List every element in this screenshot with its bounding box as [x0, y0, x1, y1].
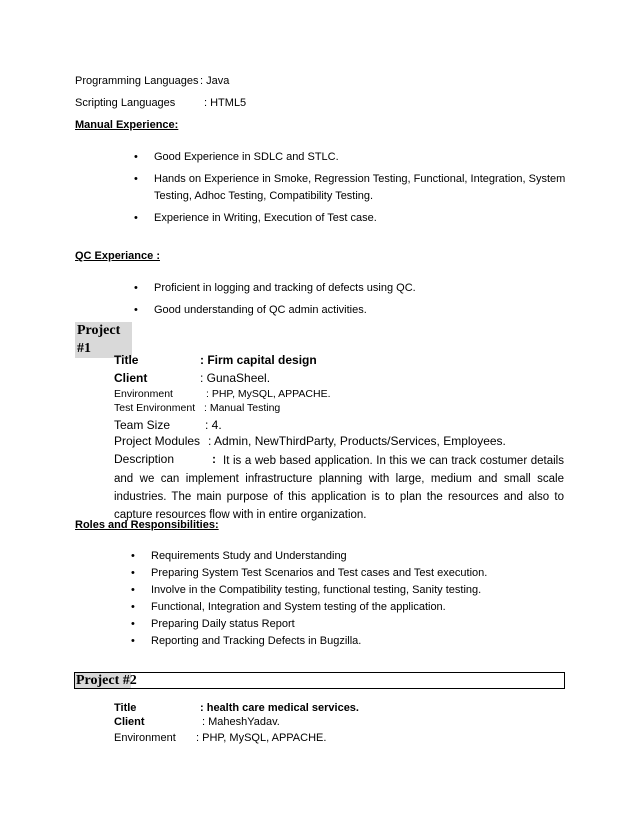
scripting-languages-label: Scripting Languages [75, 97, 176, 109]
project-1-title-value: : Firm capital design [200, 353, 317, 367]
project-2-client-label: Client [114, 716, 145, 728]
bullet-icon: • [131, 601, 135, 613]
bullet-icon: • [131, 635, 135, 647]
project-1-header: Project #1 [75, 322, 132, 358]
bullet-icon: • [131, 584, 135, 596]
roles-item: Requirements Study and Understanding [151, 550, 347, 562]
qc-item: Good understanding of QC admin activities. [154, 304, 367, 316]
bullet-icon: • [131, 567, 135, 579]
bullet-icon: • [134, 173, 138, 185]
manual-item-continued: Testing, Adhoc Testing, Compatibility Testing. [154, 190, 374, 202]
project-2-title-label: Title [114, 702, 137, 714]
project-1-desc-colon: : [212, 452, 216, 466]
bullet-icon: • [131, 550, 135, 562]
bullet-icon: • [131, 618, 135, 630]
bullet-icon: • [134, 282, 138, 294]
programming-languages-label: Programming Languages [75, 75, 199, 87]
project-1-env-label: Environment [114, 388, 173, 400]
roles-item: Involve in the Compatibility testing, functional testing, Sanity testing. [151, 584, 482, 596]
roles-item: Preparing Daily status Report [151, 618, 295, 630]
project-2-env-value: : PHP, MySQL, APPACHE. [196, 732, 327, 744]
project-1-env-value: : PHP, MySQL, APPACHE. [206, 388, 331, 400]
qc-experience-heading: QC Experiance : [75, 250, 160, 262]
roles-item: Functional, Integration and System testing of the application. [151, 601, 446, 613]
project-1-title-label: Title [114, 353, 139, 367]
programming-languages-value: : Java [200, 75, 230, 87]
project-1-description: It is a web based application. In this we can track costumer details and we can implement infrastructure planning with large, medium and small scale industries. The main purpose of this application is to plan the resources and also to capture resources flow with in entire organization. [114, 455, 564, 521]
project-2-header: Project #2 [76, 673, 137, 688]
scripting-languages-value: : HTML5 [204, 97, 247, 109]
project-2-env-label: Environment [114, 732, 176, 744]
bullet-icon: • [134, 151, 138, 163]
manual-item: Hands on Experience in Smoke, Regression Testing, Functional, Integration, System [154, 173, 566, 185]
roles-item: Reporting and Tracking Defects in Bugzilla. [151, 635, 362, 647]
project-1-desc-label: Description [114, 452, 175, 466]
project-2-title-value: : health care medical services. [200, 702, 359, 714]
project-1-testenv-value: : Manual Testing [204, 402, 281, 414]
project-2-header-box [74, 672, 565, 689]
manual-item: Experience in Writing, Execution of Test case. [154, 212, 377, 224]
project-1-client-value: : GunaSheel. [200, 371, 271, 385]
manual-experience-heading: Manual Experience: [75, 119, 179, 131]
roles-heading: Roles and Responsibilities: [75, 519, 219, 531]
project-1-modules-value: : Admin, NewThirdParty, Products/Services, Employees. [208, 434, 506, 448]
project-1-modules-label: Project Modules [114, 434, 201, 448]
roles-item: Preparing System Test Scenarios and Test cases and Test execution. [151, 567, 488, 579]
project-1-team-value: : 4. [205, 418, 222, 432]
manual-item: Good Experience in SDLC and STLC. [154, 151, 339, 163]
project-1-testenv-label: Test Environment [114, 402, 196, 414]
project-1-client-label: Client [114, 371, 148, 385]
project-2-client-value: : MaheshYadav. [202, 716, 280, 728]
project-1-team-label: Team Size [114, 418, 171, 432]
bullet-icon: • [134, 212, 138, 224]
bullet-icon: • [134, 304, 138, 316]
qc-item: Proficient in logging and tracking of defects using QC. [154, 282, 416, 294]
